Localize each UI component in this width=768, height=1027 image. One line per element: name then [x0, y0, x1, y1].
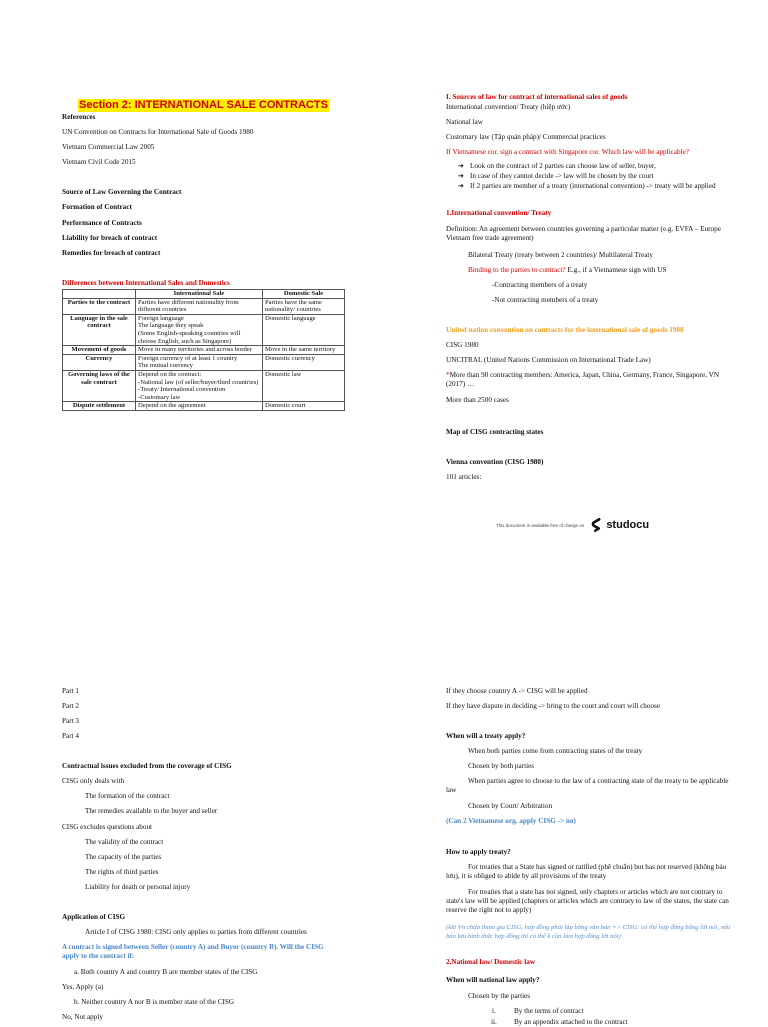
reference-item: UN Convention on Contracts for International Sale of Goods 1980 [62, 128, 254, 136]
topic-item: Liability for breach of contract [62, 234, 158, 242]
bilateral-text: Bilateral Treaty (treaty between 2 countries)/ Multilateral Treaty [468, 251, 654, 259]
when-agree-text: When parties agree to choose to the law of a contracting state of the treaty to be applicable law [446, 777, 729, 794]
can2-note: (Can 2 Vietnamese org. apply CISG -> no) [446, 817, 576, 825]
deals-item: The remedies available to the buyer and seller [85, 807, 218, 815]
when-item: When both parties come from contracting states of the treaty [468, 747, 643, 755]
comparison-table [62, 289, 345, 411]
excludes-item: Liability for death or personal injury [85, 883, 191, 891]
table-cell: Parties have different nationality from different countries [136, 298, 263, 314]
when-treaty-title: When will a treaty apply? [446, 732, 526, 740]
studocu-brand-text: studocu [606, 519, 650, 531]
document-page-2 [0, 662, 768, 1024]
table-cell: Depend on the contract: -National law (of seller/buyer/third countries) -Treaty/ International convention -Customary law [136, 370, 263, 401]
applicable-law-question: If Vietnamese cor. sign a contract with Singapore cor. Which law will be applicable? [446, 148, 689, 156]
arrow-bullet-icon: ➔ [458, 162, 465, 170]
how-title: How to apply treaty? [446, 848, 511, 856]
sources-title: I. Sources of law for contract of international sales of goods [446, 93, 628, 101]
source-item: National law [446, 118, 483, 126]
table-header-cell [63, 290, 136, 299]
cisg-label: CISG 1980 [446, 341, 479, 349]
table-row-header: Language in the sale contract [63, 314, 136, 345]
topic-item: Source of Law Governing the Contract [62, 188, 182, 196]
table-cell: Domestic law [263, 370, 345, 401]
studocu-footer[interactable] [496, 518, 649, 532]
roman-item: By the terms of contract [514, 1007, 584, 1015]
articles-text: 101 articles: [446, 473, 482, 481]
table-row-header: Governing laws of the sale contract [63, 370, 136, 401]
binding-item: -Not contracting members of a treaty [492, 296, 599, 304]
vietnamese-note: (khi Vn chưa tham gia CISG, hợp đồng phải lập bằng văn bản => CISG: có thể hợp đồng bằng lời nói, nếu bảo lưu hình thức hợp đồng thì có thể k cần làm hợp đồng lời nói) [446, 924, 731, 940]
national-when-title: When will national law apply? [446, 976, 540, 984]
table-row [63, 402, 345, 411]
deals-item: The formation of the contract [85, 792, 170, 800]
reference-item: Vietnam Commercial Law 2005 [62, 143, 155, 151]
roman-numeral: i. [492, 1007, 496, 1015]
table-cell: Domestic currency [263, 354, 345, 370]
table-row [63, 314, 345, 345]
members-text [446, 371, 731, 389]
table-row [63, 346, 345, 355]
cisg-question: A contract is signed between Seller (country A) and Buyer (country B). Will the CISG apply to the contract if: [62, 943, 324, 960]
choose-text: If they choose country A -> CISG will be applied [446, 687, 588, 695]
how-text-2: For treaties that a state has not signed, only chapters or articles which are not contrary to state's law will be applied (chapters or articles which are contrary to law of the states, the state can reserve the right not to apply) [446, 888, 729, 914]
table-cell: Domestic court [263, 402, 345, 411]
footer-note: This document is available free of charge on [496, 522, 585, 528]
intl-convention-title: 1.International convention/ Treaty [446, 209, 552, 217]
case-b-answer: No, Not apply [62, 1013, 103, 1021]
map-title: Map of CISG contracting states [446, 428, 544, 436]
national-law-title: 2.National law/ Domestic law [446, 958, 536, 966]
topic-item: Formation of Contract [62, 203, 132, 211]
table-cell: Domestic language [263, 314, 345, 345]
excluded-title: Contractual issues excluded from the coverage of CISG [62, 762, 232, 770]
part-item: Part 1 [62, 687, 79, 695]
chosen-parties-text: Chosen by the parties [468, 992, 531, 1000]
table-header-cell: International Sale [136, 290, 263, 299]
topic-item: Remedies for breach of contract [62, 249, 161, 257]
table-row-header: Dispute settlement [63, 402, 136, 411]
article1-text: Article I of CISG 1980: CISG only applies to parties from different countries [85, 928, 307, 936]
table-header-cell: Domestic Sale [263, 290, 345, 299]
members-list: More than 90 contracting members: America, Japan, China, Germany, France, Singapore, VN (2017) … [446, 371, 720, 388]
table-header-row [63, 290, 345, 299]
table-cell: Move in the same territory [263, 346, 345, 355]
arrow-item: If 2 parties are member of a treaty (international convention) -> treaty will be applied [470, 182, 716, 190]
uncitral-text: UNCITRAL (United Nations Commission on International Trade Law) [446, 356, 651, 364]
binding-text [468, 266, 666, 275]
deals-text: CISG only deals with [62, 777, 125, 785]
how-text-1: For treaties that a State has signed or ratified (phê chuẩn) but has not reserved (không bảo lưu), it is obliged to abide by all provisions of the treaty [446, 863, 727, 880]
excludes-text: CISG excludes questions about [62, 823, 153, 831]
definition-text: Definition: An agreement between countries governing a particular matter (e.g. EVFA – Europe Vietnam free trade agreement) [446, 225, 721, 242]
table-cell: Depend on the agreement [136, 402, 263, 411]
source-item: International convention/ Treaty (hiệp ước) [446, 103, 571, 111]
dispute-text: If they have dispute in deciding -> bring to the court and court will choose [446, 702, 661, 710]
table-cell: Move in many territories and across border [136, 346, 263, 355]
part-item: Part 2 [62, 702, 79, 710]
part-item: Part 4 [62, 732, 79, 740]
studocu-brand[interactable] [590, 518, 649, 532]
part-item: Part 3 [62, 717, 79, 725]
table-row-header: Currency [63, 354, 136, 370]
table-cell: Parties have the same nationality/ countries [263, 298, 345, 314]
case-a-answer: Yes, Apply (a) [62, 983, 104, 991]
table-cell: Foreign language The language they speak (Some English-speaking countries will choose English, such as Singapore) [136, 314, 263, 345]
topic-item: Performance of Contracts [62, 219, 142, 227]
differences-title: Differences between International Sales and Domestics [62, 279, 230, 287]
members-asterisk: * [446, 371, 450, 379]
table-row-header: Movement of goods [63, 346, 136, 355]
vienna-title: Vienna convention (CISG 1980) [446, 458, 544, 466]
cases-text: More than 2500 cases [446, 396, 509, 404]
binding-item: -Contracting members of a treaty [492, 281, 588, 289]
references-title: References [62, 113, 96, 121]
arrow-item: In case of they cannot decide -> law will be chosen by the court [470, 172, 654, 180]
table-row [63, 298, 345, 314]
chosen-court-text: Chosen by Court/ Arbitration [468, 802, 553, 810]
when-item: Chosen by both parties [468, 762, 535, 770]
roman-item: By an appendix attached to the contract [514, 1018, 628, 1026]
application-title: Application of CISG [62, 913, 126, 921]
source-item: Customary law (Tập quán pháp)/ Commercial practices [446, 133, 606, 141]
table-cell: Foreign currency of at least 1 country The mutual currency [136, 354, 263, 370]
un-convention-title: United nation convention on contracts for the international sale of goods 1980 [446, 326, 684, 334]
arrow-item: Look on the contract of 2 parties can choose law of seller, buyer, [470, 162, 656, 170]
roman-numeral: ii. [491, 1018, 497, 1026]
case-a: a. Both country A and country B are member states of the CISG [74, 968, 258, 976]
table-row-header: Parties to the contract [63, 298, 136, 314]
case-b: b. Neither country A nor B is member state of the CISG [74, 998, 235, 1006]
excludes-item: The rights of third parties [85, 868, 159, 876]
binding-example: E.g., if a Vietnamese sign with US [565, 266, 667, 274]
studocu-logo-icon [590, 518, 604, 532]
section-heading: Section 2: INTERNATIONAL SALE CONTRACTS [79, 99, 328, 111]
excludes-item: The validity of the contract [85, 838, 164, 846]
table-row [63, 354, 345, 370]
arrow-bullet-icon: ➔ [458, 172, 465, 180]
arrow-bullet-icon: ➔ [458, 182, 465, 190]
binding-question: Binding to the parties to contract? [468, 266, 566, 274]
table-row [63, 370, 345, 401]
reference-item: Vietnam Civil Code 2015 [62, 158, 136, 166]
excludes-item: The capacity of the parties [85, 853, 162, 861]
page-gap [0, 552, 768, 662]
